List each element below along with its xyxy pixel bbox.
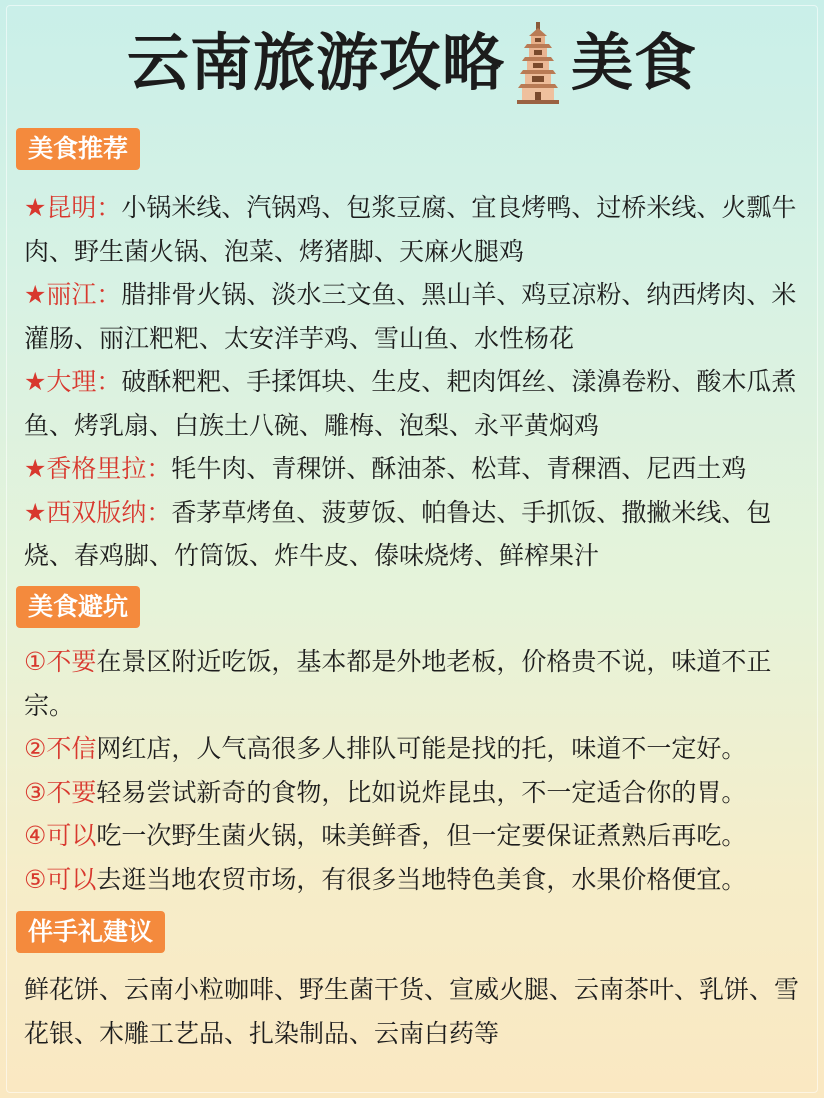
recommend-item-shangrila	[24, 447, 814, 491]
item-label: ★香格里拉：	[24, 454, 172, 483]
title-main: 云南旅游攻略	[126, 26, 505, 99]
title-food: 美食	[571, 26, 698, 99]
item-label: ①不要	[24, 647, 97, 676]
item-label: ★昆明：	[24, 193, 122, 222]
gifts-list: 鲜花饼、云南小粒咖啡、野生菌干货、宣威火腿、云南茶叶、乳饼、雪花银、木雕工艺品、扎染制品、云南白药等	[24, 975, 800, 1048]
item-label: ⑤可以	[24, 864, 97, 894]
item-text: 吃一次野生菌火锅，味美鲜香，但一定要保证煮熟后再吃。	[96, 821, 747, 850]
item-label: ②不信	[24, 734, 97, 763]
item-text: 牦牛肉、青稞饼、酥油茶、松茸、青稞酒、尼西土鸡	[171, 454, 747, 483]
avoid-item-1	[24, 640, 814, 727]
item-label: ③不要	[24, 777, 97, 807]
recommend-item-lijiang	[24, 273, 814, 360]
recommend-list	[24, 186, 814, 578]
gifts-text	[24, 968, 814, 1055]
recommend-item-dali	[24, 360, 814, 447]
avoid-list	[24, 640, 814, 901]
avoid-item-4	[24, 814, 814, 858]
item-label: ★丽江：	[24, 280, 122, 309]
avoid-item-2	[24, 727, 814, 771]
item-text: 去逛当地农贸市场，有很多当地特色美食，水果价格便宜。	[96, 864, 747, 894]
item-text: 破酥粑粑、手揉饵块、生皮、耙肉饵丝、漾濞卷粉、酸木瓜煮鱼、烤乳扇、白族土八碗、雕梅、泡梨、永平黄焖鸡	[24, 367, 797, 440]
page-title	[0, 22, 824, 104]
item-label: ④可以	[24, 821, 97, 850]
recommend-item-xishuangbanna	[24, 491, 814, 578]
item-text: 小锅米线、汽锅鸡、包浆豆腐、宜良烤鸭、过桥米线、火瓢牛肉、野生菌火锅、泡菜、烤猪脚、天麻火腿鸡	[24, 193, 797, 266]
item-text: 香茅草烤鱼、菠萝饭、帕鲁达、手抓饭、撒撇米线、包烧、春鸡脚、竹筒饭、炸牛皮、傣味烧烤、鲜榨果汁	[24, 497, 772, 570]
item-label: ★西双版纳：	[24, 497, 172, 527]
item-text: 轻易尝试新奇的食物，比如说炸昆虫，不一定适合你的胃。	[96, 777, 747, 807]
item-label: ★大理：	[24, 367, 122, 396]
pagoda-icon	[507, 22, 569, 104]
section-tag-gifts: 伴手礼建议	[16, 911, 165, 953]
avoid-item-5	[24, 858, 814, 902]
avoid-item-3	[24, 771, 814, 815]
section-tag-recommend: 美食推荐	[16, 128, 140, 170]
recommend-item-kunming	[24, 186, 814, 273]
item-text: 腊排骨火锅、淡水三文鱼、黑山羊、鸡豆凉粉、纳西烤肉、米灌肠、丽江粑粑、太安洋芋鸡、雪山鱼、水性杨花	[24, 280, 797, 353]
section-tag-avoid: 美食避坑	[16, 586, 140, 628]
item-text: 在景区附近吃饭，基本都是外地老板，价格贵不说，味道不正宗。	[24, 647, 772, 720]
item-text: 网红店，人气高很多人排队可能是找的托，味道不一定好。	[96, 734, 747, 763]
